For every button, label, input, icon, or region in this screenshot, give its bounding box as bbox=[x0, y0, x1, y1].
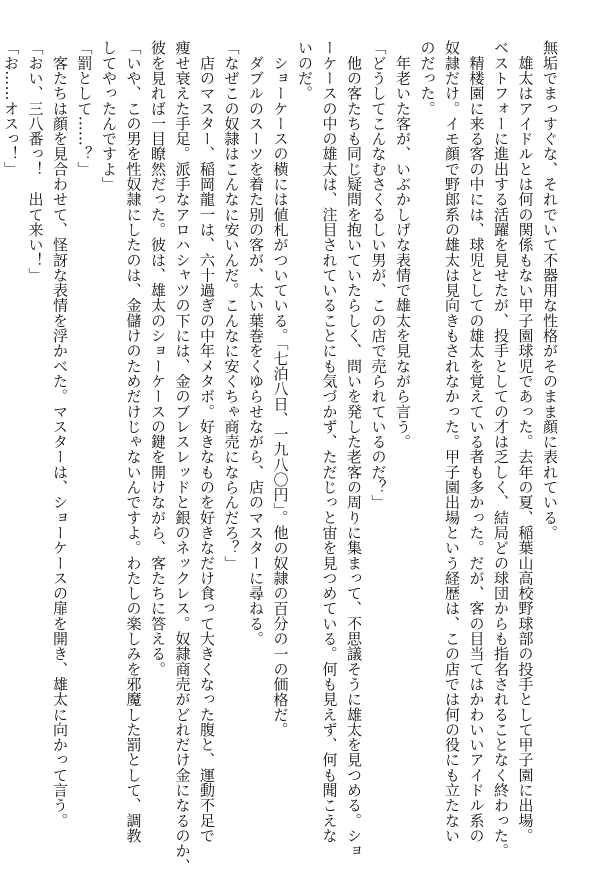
text-line: 他の客たちも同じ疑問を抱いていたらしく、問いを発した老客の周りに集まって、不思議そうに雄太を見つめる。ショ bbox=[345, 40, 363, 859]
vertical-text-body bbox=[2, 40, 562, 873]
text-line: 精楼園に来る客の中には、球児としての雄太を覚えている者も多かった。だが、客の目当てはかわいいアイドル系の bbox=[467, 40, 486, 843]
text-line: 客たちは顔を見合わせて、怪訝な表情を浮かべた。マスターは、ショーケースの扉を開き、雄太に向かって言う。 bbox=[51, 40, 69, 828]
text-line: 「おい、三八番っ！ 出て来い！」 bbox=[26, 40, 45, 283]
text-line: のだった。 bbox=[418, 40, 437, 116]
text-line: 無垢でまっすぐな、それでいて不器用な性格がそのまま顔に表れている。 bbox=[541, 40, 559, 540]
text-line: ダブルのスーツを着た別の客が、太い葉巻をくゆらせながら、店のマスターに尋ねる。 bbox=[247, 40, 265, 646]
text-line: 「どうしてこんなむさくるしい男が、この店で売られているのだ？」 bbox=[369, 40, 388, 510]
text-line: 奴隷だけ。イモ顔で野郎系の雄太は見向きもされなかった。甲子園出場という経歴は、この店では何の役にも立たない bbox=[443, 40, 461, 843]
text-line: 年老いた客が、いぶかしげな表情で雄太を見ながら言う。 bbox=[394, 40, 412, 450]
text-line: ショーケースの横には値札がついている。「七泊八日、一九八〇円」。他の奴隷の百分の一の価格だ。 bbox=[271, 40, 290, 738]
text-line: してやったんですよ」 bbox=[100, 40, 118, 192]
text-line: ーケースの中の雄太は、注目されていることにも気づかず、ただじっと宙を見つめている。何も見えず、何も聞こえな bbox=[320, 40, 339, 843]
text-line: 痩せ衰えた手足。派手なアロハシャツの下には、金のブレスレッドと銀のネックレス。奴隷商売がどれだけ金になるのか、 bbox=[173, 40, 192, 873]
text-line: ベストフォーに進出する活躍を見せたが、投手としての才は乏しく、結局どの球団からも指名されることなく終わった。 bbox=[492, 40, 510, 859]
text-line: 「なぜこの奴隷はこんなに安いんだ。こんなに安くちゃ商売にならんだろ？」 bbox=[222, 40, 241, 571]
text-line: 店のマスター、稲岡龍一は、六十過ぎの中年メタボ。好きなものを好きなだけ食って大きくなった腹と、運動不足で bbox=[198, 40, 216, 843]
text-line: 雄太はアイドルとは何の関係もない甲子園球児であった。去年の夏、稲葉山高校野球部の投手として甲子園に出場。 bbox=[516, 40, 535, 843]
text-line: いのだ。 bbox=[296, 40, 314, 101]
text-line: 彼を見れば一目瞭然だった。彼は、雄太のショーケースの鍵を開けながら、客たちに答える。 bbox=[149, 40, 167, 677]
text-line: 「お……オスっ！」 bbox=[2, 40, 20, 177]
text-line: 「罰として……？」 bbox=[75, 40, 94, 177]
text-line: 「いや、この男を性奴隷にしたのは、金儲けのためだけじゃないんですよ。わたしの楽しみを邪魔した罰として、調教 bbox=[124, 40, 143, 843]
